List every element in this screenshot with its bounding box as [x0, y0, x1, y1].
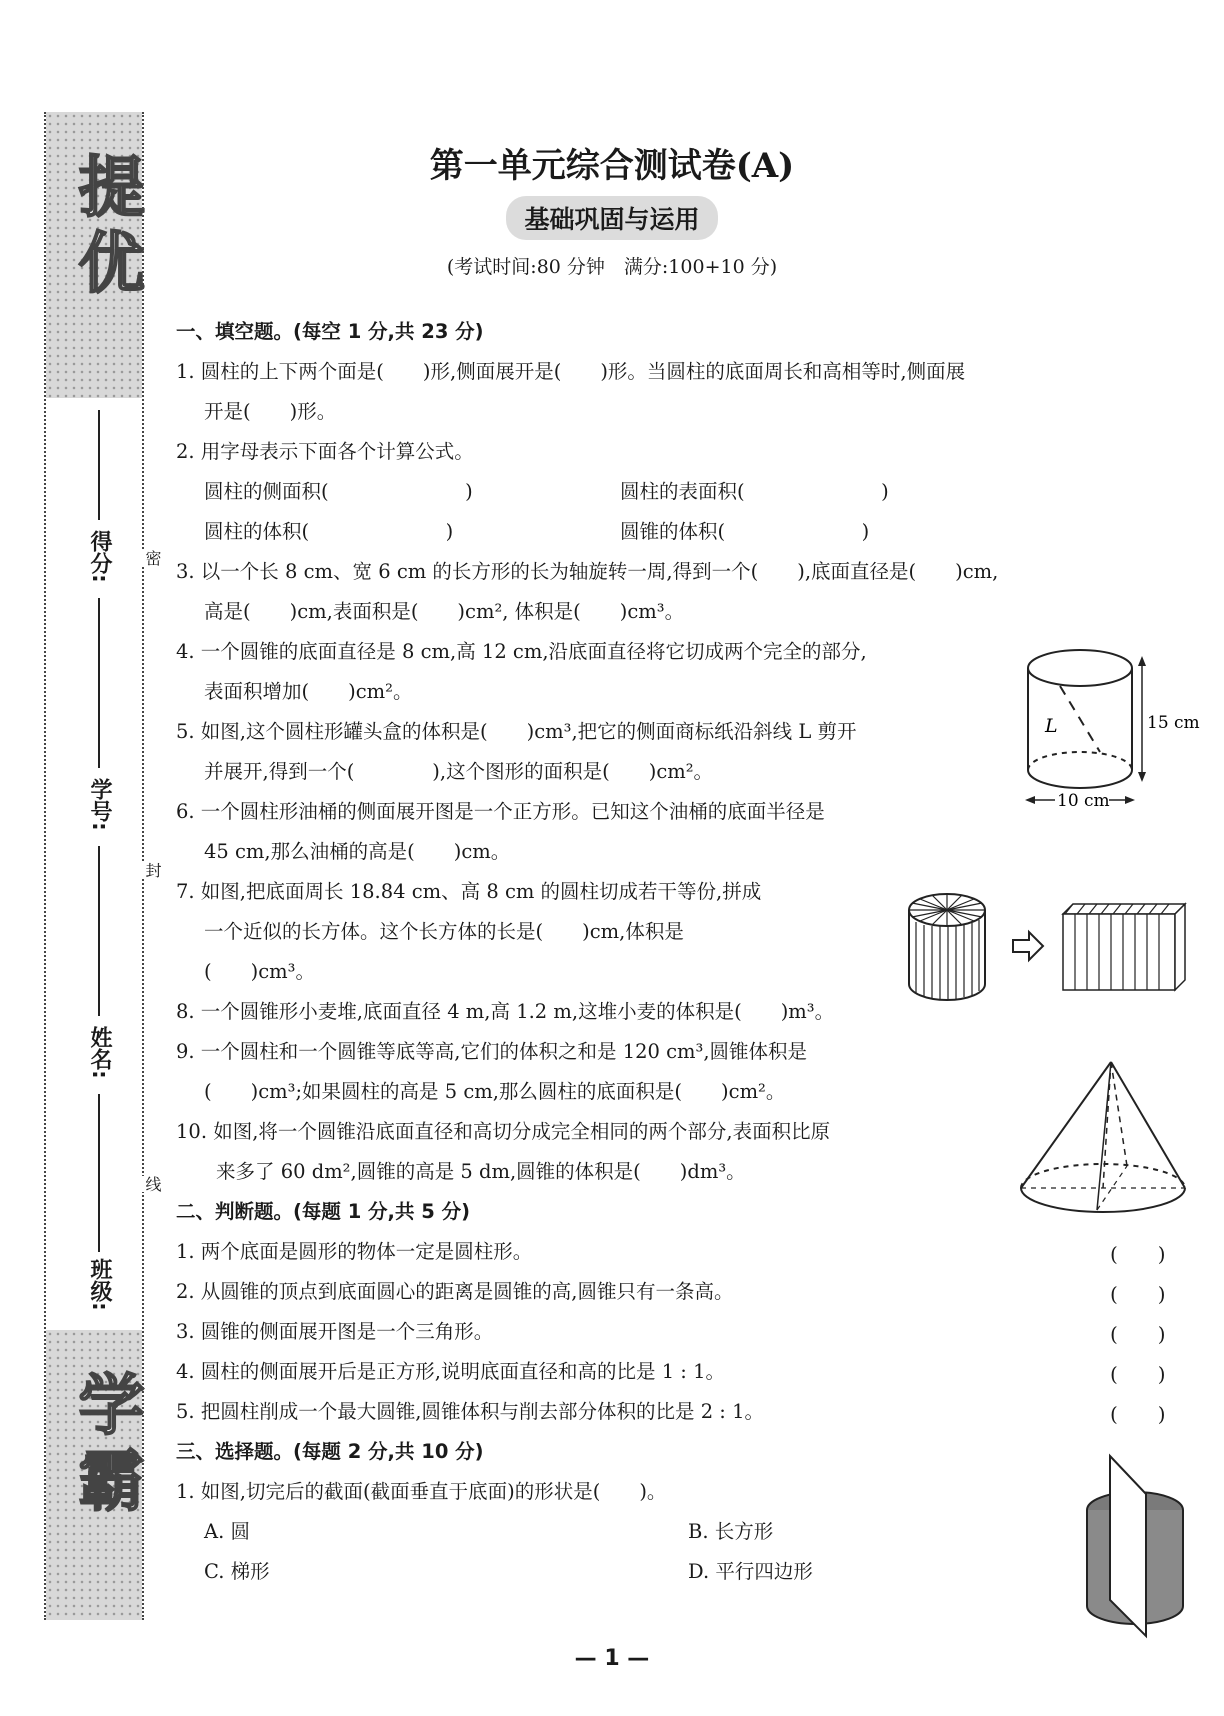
q1-line2: 开是( )形。 — [204, 400, 337, 423]
judge-q5: 5. 把圆柱削成一个最大圆锥,圆锥体积与削去部分体积的比是 2 : 1。 — [176, 1400, 764, 1423]
page-title: 第一单元综合测试卷(A) — [429, 146, 795, 186]
rule-2 — [98, 598, 100, 768]
q6-line2: 45 cm,那么油桶的高是( )cm。 — [204, 840, 511, 863]
rule-4 — [98, 1094, 100, 1252]
sidebar-dotted-left — [44, 112, 46, 1620]
choice-option-c[interactable]: C. 梯形 — [204, 1560, 270, 1583]
slant-line-l — [1060, 686, 1100, 752]
judge-answer-5[interactable]: ( ) — [1110, 1402, 1166, 1426]
q2-formula-cyl-lateral: 圆柱的侧面积( ) — [204, 480, 473, 503]
sidebar-bottom-block — [46, 1330, 142, 1620]
cone-figure — [1015, 1058, 1195, 1228]
q3-line2: 高是( )cm,表面积是( )cm², 体积是( )cm³。 — [204, 600, 685, 623]
seal-mi: 密 — [143, 550, 162, 566]
rule-1 — [98, 410, 100, 520]
judge-answer-3[interactable]: ( ) — [1110, 1322, 1166, 1346]
sidebar-top-text: 提优 — [67, 152, 144, 304]
q6-line1: 6. 一个圆柱形油桶的侧面展开图是一个正方形。已知这个油桶的底面半径是 — [176, 800, 825, 823]
q2-line1: 2. 用字母表示下面各个计算公式。 — [176, 440, 474, 463]
judge-answer-4[interactable]: ( ) — [1110, 1362, 1166, 1386]
q7-line1: 7. 如图,把底面周长 18.84 cm、高 8 cm 的圆柱切成若干等份,拼成 — [176, 880, 762, 903]
q10-line2: 来多了 60 dm²,圆锥的高是 5 dm,圆锥的体积是( )dm³。 — [216, 1160, 746, 1183]
q8-line1: 8. 一个圆锥形小麦堆,底面直径 4 m,高 1.2 m,这堆小麦的体积是( )m³。 — [176, 1000, 835, 1023]
q2-formula-cyl-surface: 圆柱的表面积( ) — [620, 480, 889, 503]
page-subtitle: 基础巩固与运用 — [506, 196, 717, 240]
q2-formula-cyl-volume: 圆柱的体积( ) — [204, 520, 454, 543]
judge-q3: 3. 圆锥的侧面展开图是一个三角形。 — [176, 1320, 494, 1343]
cylinder-figure — [1015, 640, 1200, 815]
q4-line2: 表面积增加( )cm²。 — [204, 680, 413, 703]
q9-line1: 9. 一个圆柱和一个圆锥等底等高,它们的体积之和是 120 cm³,圆锥体积是 — [176, 1040, 808, 1063]
sidebar-bottom-text: 学霸 — [67, 1370, 144, 1522]
cylinder-top-ellipse — [1028, 650, 1132, 686]
section-choice-heading: 三、选择题。(每题 2 分,共 10 分) — [176, 1440, 484, 1463]
exam-info: (考试时间:80 分钟 满分:100+10 分) — [446, 256, 778, 278]
choice-option-a[interactable]: A. 圆 — [204, 1520, 250, 1543]
q2-formula-cone-volume: 圆锥的体积( ) — [620, 520, 870, 543]
q9-line2: ( )cm³;如果圆柱的高是 5 cm,那么圆柱的底面积是( )cm²。 — [204, 1080, 786, 1103]
judge-q2: 2. 从圆锥的顶点到底面圆心的距离是圆锥的高,圆锥只有一条高。 — [176, 1280, 734, 1303]
judge-q4: 4. 圆柱的侧面展开后是正方形,说明底面直径和高的比是 1 : 1。 — [176, 1360, 725, 1383]
q1-line1: 1. 圆柱的上下两个面是( )形,侧面展开是( )形。当圆柱的底面周长和高相等时,侧面展 — [176, 360, 966, 383]
label-score: 得分: — [87, 530, 112, 583]
label-class: 班级: — [87, 1258, 112, 1311]
section-judge-heading: 二、判断题。(每题 1 分,共 5 分) — [176, 1200, 471, 1223]
cut-cylinder-figure — [1080, 1450, 1205, 1640]
label-name: 姓名: — [87, 1026, 112, 1079]
q5-line2: 并展开,得到一个( ),这个图形的面积是( )cm²。 — [204, 760, 714, 783]
choice-option-b[interactable]: B. 长方形 — [688, 1520, 774, 1543]
q7-line3: ( )cm³。 — [204, 960, 315, 983]
label-student-id: 学号: — [87, 778, 112, 831]
choice-q1: 1. 如图,切完后的截面(截面垂直于底面)的形状是( )。 — [176, 1480, 667, 1503]
q7-line2: 一个近似的长方体。这个长方体的长是( )cm,体积是 — [204, 920, 684, 943]
slant-label: L — [1045, 715, 1058, 737]
q4-line1: 4. 一个圆锥的底面直径是 8 cm,高 12 cm,沿底面直径将它切成两个完全的部分, — [176, 640, 867, 663]
judge-answer-2[interactable]: ( ) — [1110, 1282, 1166, 1306]
arrow-icon — [1013, 932, 1043, 960]
seal-feng: 封 — [143, 862, 162, 878]
q5-line1: 5. 如图,这个圆柱形罐头盒的体积是( )cm³,把它的侧面商标纸沿斜线 L 剪开 — [176, 720, 857, 743]
judge-answer-1[interactable]: ( ) — [1110, 1242, 1166, 1266]
diameter-label: 10 cm — [1057, 791, 1110, 811]
sliced-cylinder-figure — [905, 888, 1205, 1004]
seal-xian: 线 — [143, 1176, 162, 1192]
q3-line1: 3. 以一个长 8 cm、宽 6 cm 的长方形的长为轴旋转一周,得到一个( ),底面直径是( )cm, — [176, 560, 999, 583]
judge-q1: 1. 两个底面是圆形的物体一定是圆柱形。 — [176, 1240, 533, 1263]
choice-option-d[interactable]: D. 平行四边形 — [688, 1560, 813, 1583]
height-label: 15 cm — [1147, 713, 1200, 733]
q10-line1: 10. 如图,将一个圆锥沿底面直径和高切分成完全相同的两个部分,表面积比原 — [176, 1120, 831, 1143]
section-fill-blank-heading: 一、填空题。(每空 1 分,共 23 分) — [176, 320, 484, 343]
page-number: — 1 — — [574, 1646, 650, 1671]
rule-3 — [98, 846, 100, 1016]
